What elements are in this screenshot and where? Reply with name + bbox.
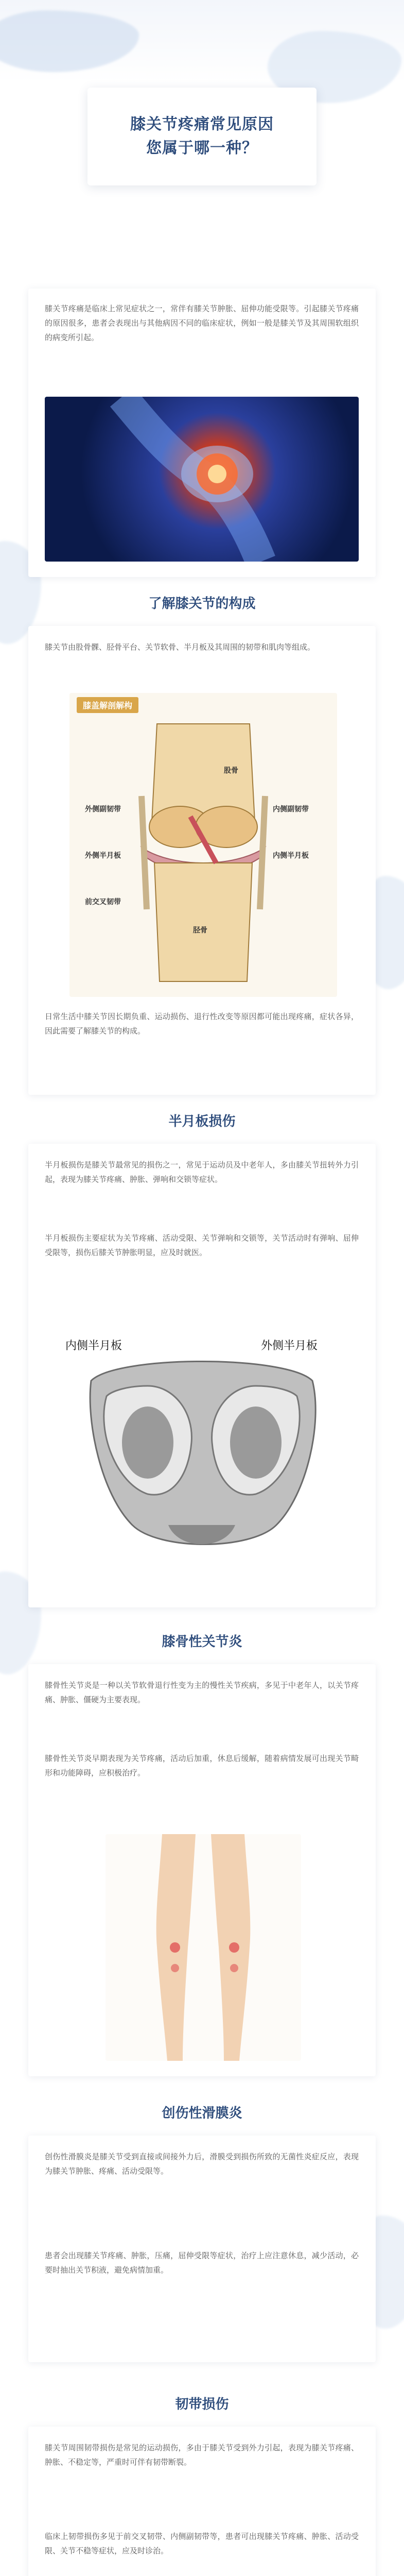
- anatomy-text-2: 日常生活中膝关节因长期负重、运动损伤、退行性改变等原因都可能出现疼痛，症状各异，因此需要了解膝关节的构成。: [45, 1012, 359, 1036]
- section-heading-synovitis: [0, 2099, 404, 2125]
- synovitis-text-2: 患者会出现膝关节疼痛、肿胀，压痛，屈伸受限等症状，治疗上应注意休息，减少活动，必要时抽出关节积液，避免病情加重。: [45, 2251, 359, 2275]
- section-heading-text: 了解膝关节的构成: [136, 590, 268, 615]
- section-heading-anatomy: [0, 590, 404, 615]
- synovitis-text-1: 创伤性滑膜炎是膝关节受到直接或间接外力后，滑膜受到损伤所致的无菌性炎症反应，表现为膝关节肿胀、疼痛、活动受限等。: [45, 2153, 359, 2176]
- label-mcl: 内侧副韧带: [273, 805, 309, 813]
- osteoarthritis-text-2: 膝骨性关节炎早期表现为关节疼痛，活动后加重，休息后缓解，随着病情发展可出现关节畸形和功能障碍，应积极治疗。: [45, 1754, 359, 1777]
- anatomy-card: [28, 626, 376, 1095]
- meniscus-text-2: 半月板损伤主要症状为关节疼痛、活动受限、关节弹响和交锁等，关节活动时有弹响、屈伸受限等，损伤后膝关节肿胀明显，应及时就医。: [45, 1234, 359, 1257]
- label-medial-meniscus: 内侧半月板: [273, 851, 309, 859]
- label-femur: 股骨: [224, 766, 238, 774]
- osteoarthritis-text-1: 膝骨性关节炎是一种以关节软骨退行性变为主的慢性关节疾病，多见于中老年人，以关节疼痛、肿胀、僵硬为主要表现。: [45, 1681, 359, 1704]
- anatomy-diagram: [69, 693, 337, 997]
- label-lateral-meniscus-diagram: 外侧半月板: [261, 1339, 318, 1352]
- intro-text: 膝关节疼痛是临床上常见症状之一，常伴有膝关节肿胀、屈伸功能受限等。引起膝关节疼痛的原因很多，患者会表现出与其他病因不同的临床症状，例如一般是膝关节及其周围软组织的病变所引起。: [45, 304, 359, 342]
- ligament-text-1: 膝关节周围韧带损伤是常见的运动损伤，多由于膝关节受到外力引起，表现为膝关节疼痛、肿胀、不稳定等，严重时可伴有韧带断裂。: [45, 2444, 359, 2467]
- synovitis-card: [28, 2136, 376, 2362]
- label-lcl: 外侧副韧带: [85, 805, 121, 813]
- section-heading-text: 半月板损伤: [156, 1108, 248, 1133]
- section-heading-text: 韧带损伤: [163, 2391, 241, 2416]
- meniscus-text-1: 半月板损伤是膝关节最常见的损伤之一，常见于运动员及中老年人，多由膝关节扭转外力引起，表现为膝关节疼痛、肿胀、弹响和交锁等症状。: [45, 1161, 359, 1184]
- label-acl: 前交叉韧带: [85, 897, 121, 906]
- ligament-card: [28, 2427, 376, 2576]
- ligament-text-2: 临床上韧带损伤多见于前交叉韧带、内侧副韧带等，患者可出现膝关节疼痛、肿胀、活动受限、关节不稳等症状，应及时诊治。: [45, 2532, 359, 2555]
- legs-icon: [106, 1834, 301, 2061]
- meniscus-diagram: [45, 1309, 359, 1587]
- title-card: [87, 88, 317, 185]
- anatomy-text-1: 膝关节由股骨髁、胫骨平台、关节软骨、半月板及其周围的韧带和肌肉等组成。: [45, 643, 315, 652]
- section-heading-text: 创伤性滑膜炎: [149, 2099, 254, 2125]
- section-heading-meniscus: [0, 1108, 404, 1133]
- intro-card: [28, 289, 376, 577]
- knee-anatomy-icon: [69, 693, 337, 997]
- section-heading-ligament: [0, 2391, 404, 2416]
- decor-brush: [0, 10, 139, 72]
- section-heading-osteoarthritis: [0, 1628, 404, 1653]
- knee-xray-icon: [45, 397, 359, 562]
- page-title-line1: 膝关节疼痛常见原因: [130, 116, 274, 133]
- meniscus-card: [28, 1144, 376, 1607]
- section-heading-text: 膝骨性关节炎: [149, 1628, 254, 1653]
- label-medial-meniscus-diagram: 内侧半月板: [65, 1339, 122, 1352]
- anatomy-diagram-title: 膝盖解剖解构: [77, 697, 138, 713]
- page-title-line2: 您属于哪一种？: [146, 140, 258, 157]
- label-lateral-meniscus: 外侧半月板: [85, 851, 121, 859]
- legs-illustration: [106, 1834, 301, 2061]
- knee-pain-image: [45, 397, 359, 562]
- osteoarthritis-card: [28, 1664, 376, 2076]
- label-tibia: 胫骨: [193, 926, 207, 934]
